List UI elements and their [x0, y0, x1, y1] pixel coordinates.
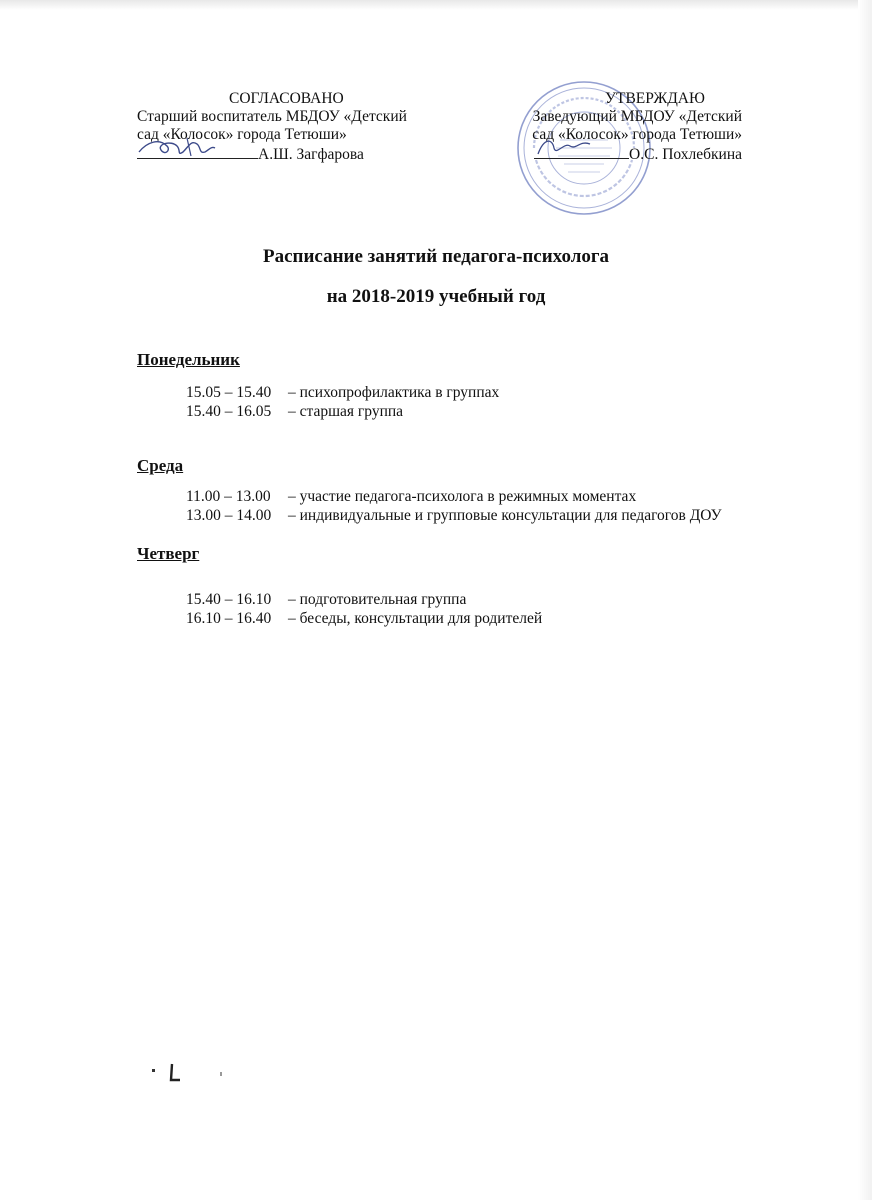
entry-text: – беседы, консультации для родителей [288, 610, 543, 627]
entry-time: 16.10 – 16.40 [186, 610, 272, 627]
approval-left-position: Старший воспитатель МБДОУ «Детский [137, 108, 407, 125]
day-heading-monday: Понедельник [137, 350, 240, 369]
approval-left-signature-row [137, 144, 437, 164]
approval-left-heading: СОГЛАСОВАНО [229, 90, 344, 107]
approval-block-left [137, 90, 437, 164]
approval-block-right [527, 90, 742, 164]
entry-text: – старшая группа [288, 403, 404, 420]
entry-time: 11.00 – 13.00 [186, 488, 271, 505]
entry-text: – психопрофилактика в группах [288, 384, 500, 401]
schedule-entry [186, 610, 542, 628]
signature-icon [137, 134, 217, 160]
approval-left-organization: сад «Колосок» города Тетюши» [137, 126, 347, 143]
approval-right-organization: сад «Колосок» города Тетюши» [532, 126, 742, 143]
approval-left-name: А.Ш. Загфарова [258, 146, 364, 163]
schedule-entry [186, 591, 466, 609]
schedule-entry [186, 488, 636, 506]
signature-line-left [137, 144, 258, 159]
day-heading-wednesday: Среда [137, 456, 184, 475]
approval-right-name: О.С. Похлебкина [629, 146, 742, 163]
scan-edge-right [858, 0, 872, 1200]
signature-line-right [534, 144, 629, 159]
approval-right-heading: УТВЕРЖДАЮ [605, 90, 705, 107]
schedule-entry [186, 384, 499, 402]
entry-time: 15.40 – 16.05 [186, 403, 272, 420]
document-title: Расписание занятий педагога-психолога [262, 246, 609, 267]
day-heading-thursday: Четверг [137, 544, 200, 563]
schedule-entry [186, 403, 403, 421]
entry-time: 13.00 – 14.00 [186, 507, 272, 524]
signature-icon [534, 134, 594, 160]
approval-right-position: Заведующий МБДОУ «Детский [532, 108, 742, 125]
entry-time: 15.05 – 15.40 [186, 384, 272, 401]
entry-text: – участие педагога-психолога в режимных моментах [288, 488, 637, 505]
scan-edge-top [0, 0, 872, 10]
entry-time: 15.40 – 16.10 [186, 591, 272, 608]
entry-text: – подготовительная группа [288, 591, 467, 608]
entry-text: – индивидуальные и групповые консультации для педагогов ДОУ [288, 507, 722, 524]
schedule-entry [186, 507, 722, 525]
approval-right-signature-row [527, 144, 742, 164]
scan-artifact-icon [150, 1060, 230, 1084]
document-subtitle: на 2018-2019 учебный год [326, 286, 546, 307]
